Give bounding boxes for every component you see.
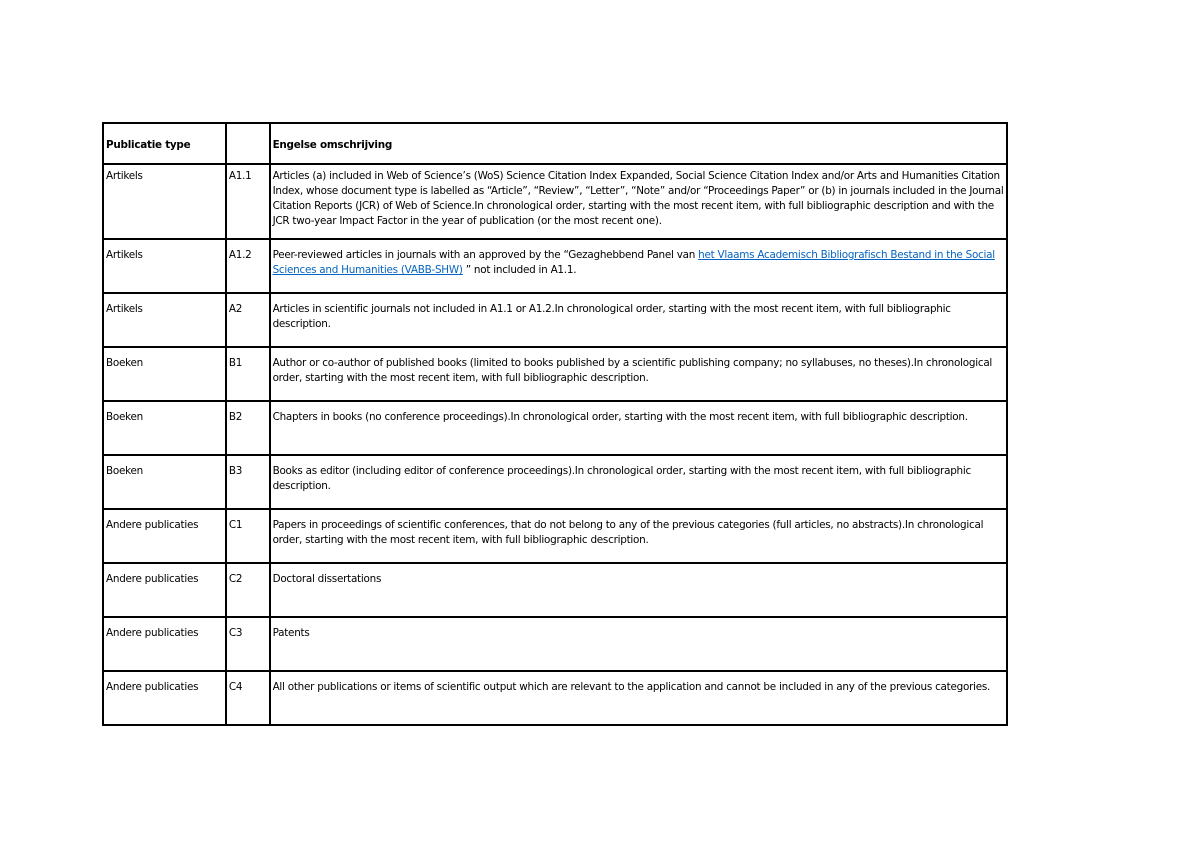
publication-types-table (102, 122, 1008, 726)
table-row (103, 671, 1007, 725)
cell-type: Artikels (103, 164, 226, 239)
cell-code: B3 (226, 455, 270, 509)
cell-description: Articles (a) included in Web of Science’s (WoS) Science Citation Index Expanded, Social Science Citation Index and/or Arts and Humanities Citation Index, whose document type is labelled as “Article”, “Review”, “Letter”, “Note” and/or “Proceedings Paper” or (b) in journals included in the Journal Citation Reports (JCR) of Web of Science.In chronological order, starting with the most recent item, with full bibliographic description and with the JCR two-year Impact Factor in the year of publication (or the most recent one). (270, 164, 1007, 239)
table-row (103, 293, 1007, 347)
cell-code: C3 (226, 617, 270, 671)
cell-type: Andere publicaties (103, 671, 226, 725)
cell-description: Articles in scientific journals not included in A1.1 or A1.2.In chronological order, starting with the most recent item, with full bibliographic description. (270, 293, 1007, 347)
cell-type: Andere publicaties (103, 617, 226, 671)
cell-description: Books as editor (including editor of conference proceedings).In chronological order, starting with the most recent item, with full bibliographic description. (270, 455, 1007, 509)
table-row (103, 563, 1007, 617)
table-row (103, 164, 1007, 239)
cell-description: Doctoral dissertations (270, 563, 1007, 617)
cell-code: A1.2 (226, 239, 270, 293)
cell-type: Boeken (103, 455, 226, 509)
header-code (226, 123, 270, 164)
cell-type: Boeken (103, 347, 226, 401)
cell-type: Artikels (103, 239, 226, 293)
header-engelse-omschrijving: Engelse omschrijving (270, 123, 1007, 164)
vabb-shw-link[interactable]: het Vlaams Academisch Bibliografisch Bestand in the Social Sciences and Humanities (VABB-SHW) (272, 249, 995, 276)
cell-code: C2 (226, 563, 270, 617)
table-row (103, 455, 1007, 509)
cell-description: Papers in proceedings of scientific conferences, that do not belong to any of the previous categories (full articles, no abstracts).In chronological order, starting with the most recent item, with full bibliographic description. (270, 509, 1007, 563)
cell-description: Chapters in books (no conference proceedings).In chronological order, starting with the most recent item, with full bibliographic description. (270, 401, 1007, 455)
cell-type: Artikels (103, 293, 226, 347)
table-row (103, 401, 1007, 455)
table-header-row (103, 123, 1007, 164)
cell-description (270, 239, 1007, 293)
cell-code: A2 (226, 293, 270, 347)
description-text: Peer-reviewed articles in journals with an approved by the “Gezaghebbend Panel van (272, 249, 699, 261)
cell-description: Author or co-author of published books (limited to books published by a scientific publishing company; no syllabuses, no theses).In chronological order, starting with the most recent item, with full bibliographic description. (270, 347, 1007, 401)
table-row (103, 347, 1007, 401)
table-row (103, 617, 1007, 671)
description-text-end: ” not included in A1.1. (462, 264, 577, 276)
cell-code: B2 (226, 401, 270, 455)
cell-code: A1.1 (226, 164, 270, 239)
table-row (103, 239, 1007, 293)
cell-description: Patents (270, 617, 1007, 671)
cell-code: C1 (226, 509, 270, 563)
cell-type: Andere publicaties (103, 509, 226, 563)
table-row (103, 509, 1007, 563)
cell-code: B1 (226, 347, 270, 401)
header-publicatie-type: Publicatie type (103, 123, 226, 164)
cell-description: All other publications or items of scientific output which are relevant to the application and cannot be included in any of the previous categories. (270, 671, 1007, 725)
cell-type: Andere publicaties (103, 563, 226, 617)
cell-type: Boeken (103, 401, 226, 455)
cell-code: C4 (226, 671, 270, 725)
